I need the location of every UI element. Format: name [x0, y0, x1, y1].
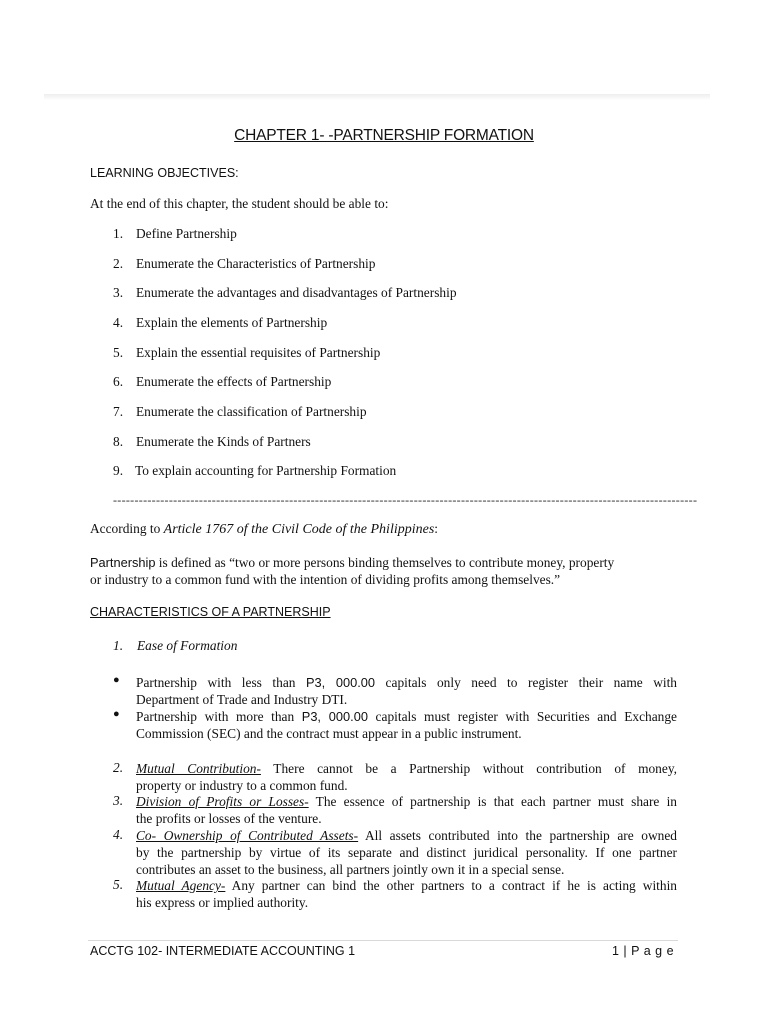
item-number: 5. — [113, 877, 124, 892]
characteristics-heading: CHARACTERISTICS OF A PARTNERSHIP — [90, 605, 331, 619]
objectives-intro: At the end of this chapter, the student should be able to: — [90, 196, 389, 211]
page-top-shadow — [44, 94, 710, 100]
definition-line: or industry to a common fund with the intention of dividing profits among themselves.” — [90, 572, 561, 587]
bullet-text: Partnership with more than — [136, 709, 302, 724]
item-number: 1. — [113, 638, 124, 653]
item-label: Mutual Contribution- — [136, 761, 261, 776]
item-text: Define Partnership — [136, 226, 237, 241]
bullet-text: Partnership with less than — [136, 675, 306, 690]
item-label: Ease of Formation — [137, 638, 238, 653]
item-number: 7. — [113, 404, 124, 419]
bullet-text: capitals must register with Securities and Exchange — [367, 709, 678, 724]
amount: P3, 000.00 — [301, 709, 368, 724]
item-number: 2. — [113, 256, 124, 271]
item-number: 1. — [113, 226, 124, 241]
bullet-icon: ● — [113, 674, 120, 686]
item-text: Any partner can bind the other partners to a contract if he is acting within — [225, 878, 677, 893]
item-text: The essence of partnership is that each partner must share in — [308, 794, 677, 809]
item-text: Explain the elements of Partnership — [136, 315, 328, 330]
according-line — [90, 521, 438, 538]
item-text: There cannot be a Partnership without contribution of money, — [260, 761, 677, 776]
item-number: 5. — [113, 345, 124, 360]
item-number: 3. — [113, 285, 124, 300]
footer-rule — [88, 940, 678, 941]
partnership-term: Partnership — [90, 555, 156, 570]
item-text: Explain the essential requisites of Partnership — [136, 345, 381, 360]
item-number: 3. — [113, 793, 124, 808]
according-prefix: According to — [90, 521, 164, 536]
item-text: contributes an asset to the business, all partners jointly own it in a special sense. — [136, 862, 565, 877]
definition-line: is defined as “two or more persons binding themselves to contribute money, property — [155, 555, 615, 570]
footer-page-number: 1 | P a g e — [612, 944, 675, 958]
item-label: Mutual Agency- — [136, 878, 226, 893]
item-text: Enumerate the Characteristics of Partnership — [136, 256, 376, 271]
ease-of-formation — [113, 638, 238, 654]
item-text: Enumerate the classification of Partnership — [136, 404, 367, 419]
according-suffix: : — [434, 521, 439, 536]
item-number: 4. — [113, 827, 124, 842]
item-number: 9. — [113, 463, 124, 478]
item-number: 2. — [113, 760, 124, 775]
item-text: Enumerate the advantages and disadvantages of Partnership — [136, 285, 457, 300]
item-label: Division of Profits or Losses- — [136, 794, 309, 809]
item-text: To explain accounting for Partnership Formation — [135, 463, 397, 478]
item-text: his express or implied authority. — [136, 895, 309, 910]
item-number: 4. — [113, 315, 124, 330]
item-text: the profits or losses of the venture. — [136, 811, 322, 826]
dashed-separator: ---------------------------------------------------------------------------------------------------------------------------------------- — [113, 493, 698, 507]
chapter-title: CHAPTER 1- -PARTNERSHIP FORMATION — [234, 127, 534, 144]
article-reference: Article 1767 of the Civil Code of the Philippines — [163, 522, 435, 537]
item-text: by the partnership by virtue of its separate and distinct juridical personality. If one partner — [136, 845, 677, 860]
item-text: property or industry to a common fund. — [136, 778, 348, 793]
bullet-text: Commission (SEC) and the contract must appear in a public instrument. — [136, 726, 522, 741]
partnership-definition — [90, 554, 680, 588]
bullet-icon: ● — [113, 708, 120, 720]
item-number: 8. — [113, 434, 124, 449]
bullet-text: Department of Trade and Industry DTI. — [136, 692, 348, 707]
item-text: Enumerate the effects of Partnership — [136, 374, 332, 389]
bullet-text: capitals only need to register their name with — [375, 675, 677, 690]
item-text: Enumerate the Kinds of Partners — [136, 434, 311, 449]
item-text: All assets contributed into the partnership are owned — [358, 828, 677, 843]
footer-course: ACCTG 102- INTERMEDIATE ACCOUNTING 1 — [90, 944, 356, 958]
item-label: Co- Ownership of Contributed Assets- — [136, 828, 359, 843]
item-number: 6. — [113, 374, 124, 389]
learning-objectives-heading: LEARNING OBJECTIVES: — [90, 166, 239, 180]
amount: P3, 000.00 — [305, 675, 376, 690]
